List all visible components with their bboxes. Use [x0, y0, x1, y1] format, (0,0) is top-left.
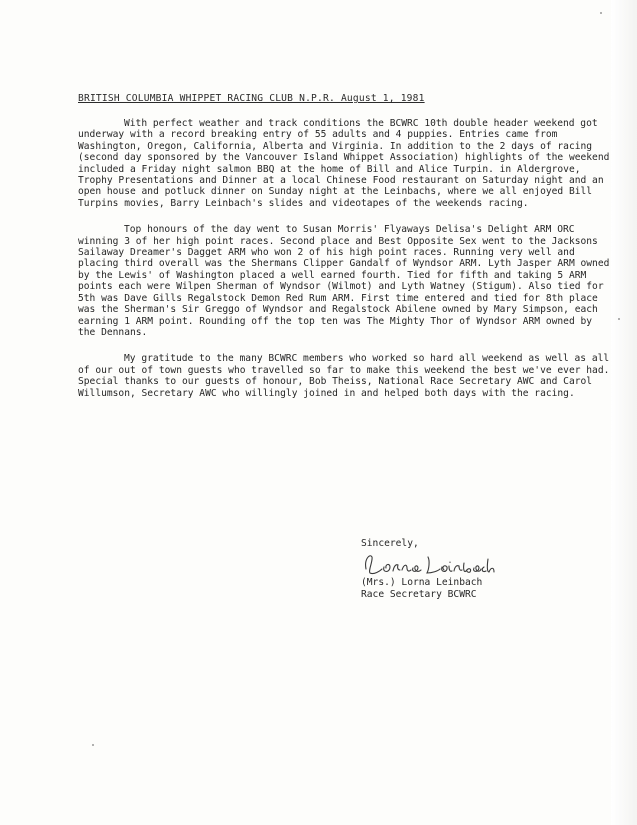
closing — [361, 538, 419, 549]
closing-salutation: Sincerely, — [361, 538, 419, 549]
paragraph-weekend-summary: With perfect weather and track conditions the BCWRC 10th double header weekend got underway with a record breaking entry of 55 adults and 4 puppies. Entries came from Washington, Oregon, California, Alberta and Virginia. In addition to the 2 days of racing (second day sponsored by the Vancouver Island Whippet Association) highlights of the weekend included a Friday night salmon BBQ at the home of Bill and Alice Turpin. in Aldergrove, Trophy Presentations and Dinner at a local Chinese Food restaurant on Saturday night and an open house and potluck dinner on Sunday night at the Leinbachs, where we all enjoyed Bill Turpins movies, Barry Leinbach's slides and videotapes of the weekends racing. — [78, 118, 610, 209]
signer-title: Race Secretary BCWRC — [361, 589, 477, 600]
paragraph-results: Top honours of the day went to Susan Morris' Flyaways Delisa's Delight ARM ORC winning 3 of her high point races. Second place and Best Opposite Sex went to the Jacksons Sailaway Dreamer's Dagget ARM who won 2 of his high point races. Running very well and placing third overall was the Shermans Clipper Gandalf of Wyndsor ARM. Lyth Jasper ARM owned by the Lewis' of Washington placed a well earned fourth. Tied for fifth and taking 5 ARM points each were Wilpen Sherman of Wyndsor (Wilmot) and Lyth Watney (Stigum). Also tied for 5th was Dave Gills Regalstock Demon Red Rum ARM. First time entered and tied for 8th place was the Sherman's Sir Greggo of Wyndsor and Regalstock Abilene owned by Mary Simpson, each earning 1 ARM point. Rounding off the top ten was The Mighty Thor of Wyndsor ARM owned by the Dennans. — [78, 224, 610, 338]
paragraph-thanks: My gratitude to the many BCWRC members who worked so hard all weekend as well as all of our out of town guests who travelled so far to make this weekend the best we've ever had. Special thanks to our guests of honour, Bob Theiss, National Race Secretary AWC and Carol Willumson, Secretary AWC who willingly joined in and helped both days with the racing. — [78, 353, 610, 399]
paper-speck — [92, 744, 94, 746]
letter-heading: BRITISH COLUMBIA WHIPPET RACING CLUB N.P.R. August 1, 1981 — [78, 93, 425, 104]
signature-block — [361, 577, 482, 601]
letter-body — [78, 118, 613, 414]
paper-speck — [600, 12, 602, 14]
signer-name: (Mrs.) Lorna Leinbach — [361, 577, 483, 588]
paper-speck — [618, 318, 620, 320]
page-edge — [611, 0, 637, 825]
